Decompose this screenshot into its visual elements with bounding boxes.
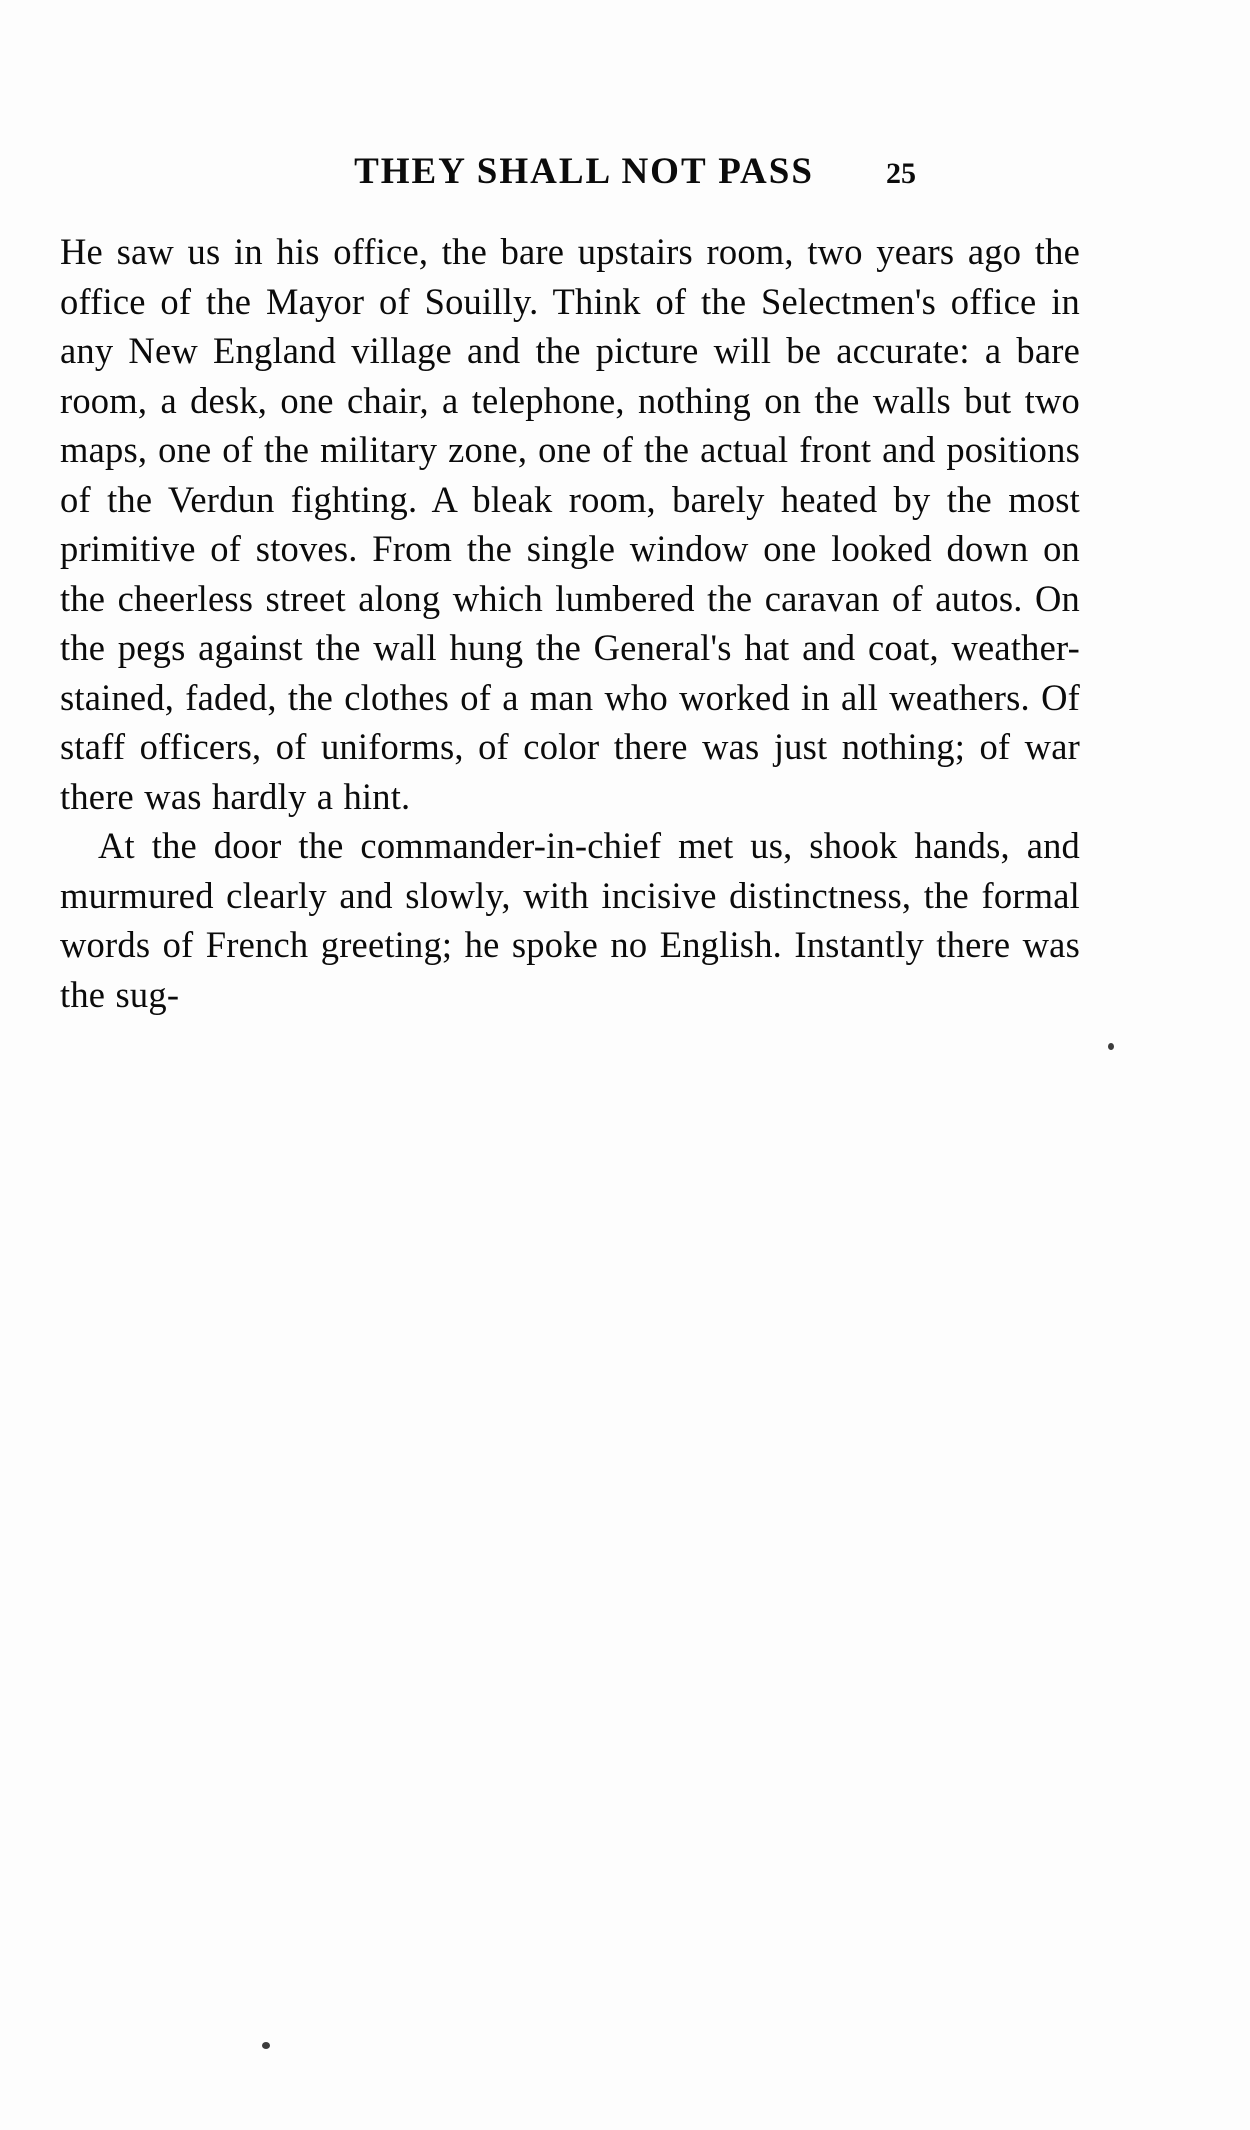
running-head — [60, 150, 1080, 193]
body-text — [60, 227, 1080, 1019]
page-speck — [262, 2042, 270, 2049]
paragraph: At the door the commander-in-chief met us, shook hands, and murmured clearly and slowly, with incisive distinctness, the formal words of French greeting; he spoke no English. Instantly there was the sug- — [60, 825, 1080, 1015]
paragraph: He saw us in his office, the bare upstairs room, two years ago the office of the Mayor of Souilly. Think of the Selectmen's office in any New England village and the picture will be accurate: a bare room, a desk, one chair, a telephone, nothing on the walls but two maps, one of the military zone, one of the actual front and positions of the Verdun fighting. A bleak room, barely heated by the most primitive of stoves. From the single window one looked down on the cheerless street along which lumbered the caravan of autos. On the pegs against the wall hung the General's hat and coat, weather-stained, faded, the clothes of a man who worked in all weathers. Of staff officers, of uniforms, of color there was just nothing; of war there was hardly a hint. — [60, 231, 1080, 817]
page-title: THEY SHALL NOT PASS — [354, 151, 814, 192]
page-speck — [1108, 1043, 1114, 1050]
page-number: 25 — [885, 157, 916, 190]
page-content — [60, 150, 1080, 1019]
